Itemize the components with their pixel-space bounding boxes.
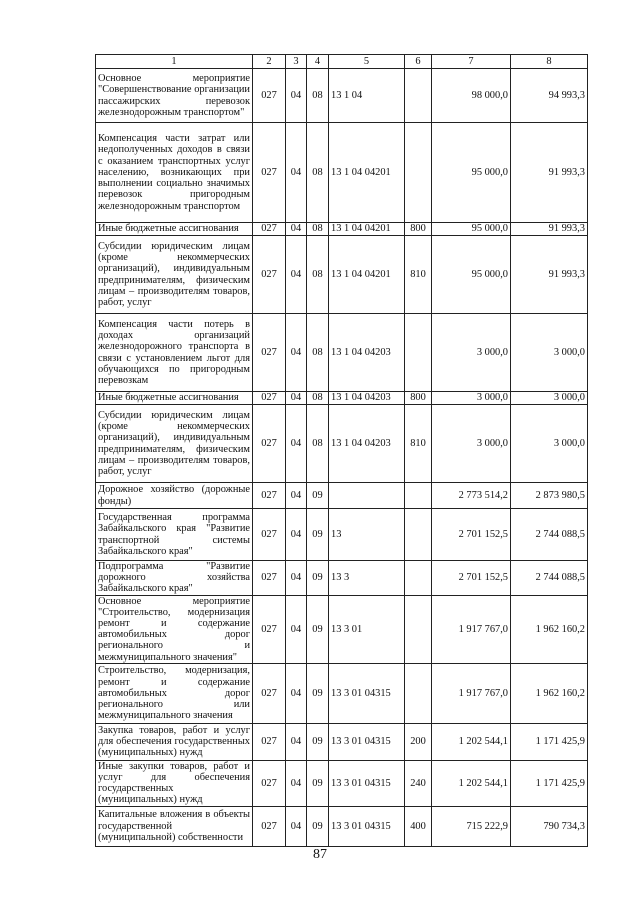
row-section: 04 bbox=[286, 723, 307, 760]
row-target-article: 13 1 04 04203 bbox=[329, 392, 405, 405]
row-name: Строительство, модернизация, ремонт и содержание автомобильных дорог регионального или межмуниципального значения bbox=[96, 663, 253, 723]
row-admin-code: 027 bbox=[253, 595, 286, 663]
row-subsection: 09 bbox=[307, 663, 329, 723]
row-name: Государственная программа Забайкальского края "Развитие транспортной системы Забайкальского края" bbox=[96, 509, 253, 561]
row-target-article: 13 3 01 04315 bbox=[329, 663, 405, 723]
table-row bbox=[96, 723, 588, 760]
row-amount-2: 91 993,3 bbox=[511, 223, 588, 236]
row-target-article: 13 1 04 04201 bbox=[329, 223, 405, 236]
table-row bbox=[96, 561, 588, 596]
row-section: 04 bbox=[286, 236, 307, 314]
row-subsection: 08 bbox=[307, 392, 329, 405]
row-section: 04 bbox=[286, 483, 307, 509]
row-expense-type bbox=[405, 314, 432, 392]
row-amount-2: 2 744 088,5 bbox=[511, 561, 588, 596]
row-amount-1: 1 202 544,1 bbox=[432, 723, 511, 760]
row-target-article: 13 3 01 04315 bbox=[329, 723, 405, 760]
header-cell-6: 6 bbox=[405, 55, 432, 69]
row-admin-code: 027 bbox=[253, 69, 286, 123]
row-amount-1: 1 202 544,1 bbox=[432, 760, 511, 806]
row-name: Иные бюджетные ассигнования bbox=[96, 223, 253, 236]
table-row bbox=[96, 123, 588, 223]
row-amount-2: 1 171 425,9 bbox=[511, 723, 588, 760]
row-expense-type bbox=[405, 561, 432, 596]
row-target-article: 13 bbox=[329, 509, 405, 561]
row-admin-code: 027 bbox=[253, 405, 286, 483]
row-expense-type bbox=[405, 509, 432, 561]
row-name: Субсидии юридическим лицам (кроме некоммерческих организаций), индивидуальным предпринимателям, физическим лицам – производителям товаров, работ, услуг bbox=[96, 405, 253, 483]
row-amount-2: 94 993,3 bbox=[511, 69, 588, 123]
row-amount-1: 2 701 152,5 bbox=[432, 509, 511, 561]
row-name: Закупка товаров, работ и услуг для обеспечения государственных (муниципальных) нужд bbox=[96, 723, 253, 760]
row-amount-2: 3 000,0 bbox=[511, 392, 588, 405]
table-row bbox=[96, 760, 588, 806]
row-section: 04 bbox=[286, 314, 307, 392]
row-amount-2: 3 000,0 bbox=[511, 314, 588, 392]
row-expense-type bbox=[405, 123, 432, 223]
row-target-article: 13 3 01 04315 bbox=[329, 760, 405, 806]
row-amount-2: 1 962 160,2 bbox=[511, 595, 588, 663]
row-subsection: 08 bbox=[307, 405, 329, 483]
row-subsection: 09 bbox=[307, 561, 329, 596]
row-admin-code: 027 bbox=[253, 723, 286, 760]
table-header-row bbox=[96, 55, 588, 69]
row-name: Капитальные вложения в объекты государственной (муниципальной) собственности bbox=[96, 806, 253, 846]
row-admin-code: 027 bbox=[253, 483, 286, 509]
row-target-article: 13 1 04 04203 bbox=[329, 405, 405, 483]
table-row bbox=[96, 314, 588, 392]
table-row bbox=[96, 509, 588, 561]
page-number: 87 bbox=[313, 847, 327, 862]
row-expense-type bbox=[405, 595, 432, 663]
budget-table bbox=[95, 54, 588, 847]
row-target-article: 13 3 bbox=[329, 561, 405, 596]
row-expense-type bbox=[405, 483, 432, 509]
row-section: 04 bbox=[286, 405, 307, 483]
table-row bbox=[96, 663, 588, 723]
row-admin-code: 027 bbox=[253, 314, 286, 392]
row-amount-1: 3 000,0 bbox=[432, 405, 511, 483]
row-subsection: 08 bbox=[307, 69, 329, 123]
header-cell-4: 4 bbox=[307, 55, 329, 69]
row-expense-type: 240 bbox=[405, 760, 432, 806]
row-subsection: 08 bbox=[307, 314, 329, 392]
row-target-article bbox=[329, 483, 405, 509]
row-target-article: 13 1 04 04201 bbox=[329, 123, 405, 223]
row-amount-1: 3 000,0 bbox=[432, 392, 511, 405]
header-cell-5: 5 bbox=[329, 55, 405, 69]
row-section: 04 bbox=[286, 509, 307, 561]
row-admin-code: 027 bbox=[253, 223, 286, 236]
row-subsection: 09 bbox=[307, 760, 329, 806]
row-amount-1: 1 917 767,0 bbox=[432, 663, 511, 723]
header-cell-8: 8 bbox=[511, 55, 588, 69]
row-admin-code: 027 bbox=[253, 392, 286, 405]
row-amount-2: 1 962 160,2 bbox=[511, 663, 588, 723]
row-amount-2: 790 734,3 bbox=[511, 806, 588, 846]
row-subsection: 09 bbox=[307, 723, 329, 760]
row-subsection: 08 bbox=[307, 236, 329, 314]
row-expense-type bbox=[405, 69, 432, 123]
row-expense-type: 200 bbox=[405, 723, 432, 760]
row-admin-code: 027 bbox=[253, 123, 286, 223]
row-section: 04 bbox=[286, 806, 307, 846]
row-amount-2: 1 171 425,9 bbox=[511, 760, 588, 806]
row-amount-2: 91 993,3 bbox=[511, 123, 588, 223]
row-target-article: 13 1 04 04203 bbox=[329, 314, 405, 392]
row-subsection: 09 bbox=[307, 483, 329, 509]
row-amount-1: 95 000,0 bbox=[432, 236, 511, 314]
row-target-article: 13 1 04 04201 bbox=[329, 236, 405, 314]
row-expense-type: 400 bbox=[405, 806, 432, 846]
row-section: 04 bbox=[286, 760, 307, 806]
row-section: 04 bbox=[286, 595, 307, 663]
row-name: Компенсация части затрат или недополученных доходов в связи с оказанием транспортных услуг населению, возникающих при выполнении социально значимых перевозок пригородным железнодорожным транспортом bbox=[96, 123, 253, 223]
row-target-article: 13 3 01 04315 bbox=[329, 806, 405, 846]
row-name: Основное мероприятие "Строительство, модернизация ремонт и содержание автомобильных дорог регионального и межмуниципального значения" bbox=[96, 595, 253, 663]
row-name: Основное мероприятие "Совершенствование организации пассажирских перевозок железнодорожным транспортом" bbox=[96, 69, 253, 123]
row-amount-1: 1 917 767,0 bbox=[432, 595, 511, 663]
row-expense-type: 810 bbox=[405, 236, 432, 314]
row-amount-1: 715 222,9 bbox=[432, 806, 511, 846]
row-amount-2: 2 744 088,5 bbox=[511, 509, 588, 561]
row-amount-2: 3 000,0 bbox=[511, 405, 588, 483]
row-section: 04 bbox=[286, 123, 307, 223]
row-name: Подпрограмма "Развитие дорожного хозяйства Забайкальского края" bbox=[96, 561, 253, 596]
row-admin-code: 027 bbox=[253, 806, 286, 846]
row-amount-1: 98 000,0 bbox=[432, 69, 511, 123]
row-name: Компенсация части потерь в доходах организаций железнодорожного транспорта в связи с установлением льгот для обучающихся по пригородным перевозкам bbox=[96, 314, 253, 392]
row-admin-code: 027 bbox=[253, 760, 286, 806]
row-amount-2: 91 993,3 bbox=[511, 236, 588, 314]
header-cell-2: 2 bbox=[253, 55, 286, 69]
row-amount-1: 2 701 152,5 bbox=[432, 561, 511, 596]
row-section: 04 bbox=[286, 392, 307, 405]
row-name: Дорожное хозяйство (дорожные фонды) bbox=[96, 483, 253, 509]
row-section: 04 bbox=[286, 663, 307, 723]
row-admin-code: 027 bbox=[253, 509, 286, 561]
header-cell-3: 3 bbox=[286, 55, 307, 69]
row-amount-2: 2 873 980,5 bbox=[511, 483, 588, 509]
row-admin-code: 027 bbox=[253, 663, 286, 723]
row-subsection: 09 bbox=[307, 595, 329, 663]
row-section: 04 bbox=[286, 561, 307, 596]
row-amount-1: 95 000,0 bbox=[432, 123, 511, 223]
header-cell-1: 1 bbox=[96, 55, 253, 69]
row-name: Субсидии юридическим лицам (кроме некоммерческих организаций), индивидуальным предпринимателям, физическим лицам – производителям товаров, работ, услуг bbox=[96, 236, 253, 314]
row-expense-type: 800 bbox=[405, 223, 432, 236]
row-section: 04 bbox=[286, 69, 307, 123]
table-row bbox=[96, 236, 588, 314]
row-amount-1: 95 000,0 bbox=[432, 223, 511, 236]
table-row bbox=[96, 806, 588, 846]
row-amount-1: 3 000,0 bbox=[432, 314, 511, 392]
row-target-article: 13 1 04 bbox=[329, 69, 405, 123]
row-subsection: 08 bbox=[307, 123, 329, 223]
row-admin-code: 027 bbox=[253, 561, 286, 596]
row-name: Иные бюджетные ассигнования bbox=[96, 392, 253, 405]
row-amount-1: 2 773 514,2 bbox=[432, 483, 511, 509]
row-subsection: 09 bbox=[307, 509, 329, 561]
table-row bbox=[96, 595, 588, 663]
table-row bbox=[96, 405, 588, 483]
table-row bbox=[96, 223, 588, 236]
row-subsection: 09 bbox=[307, 806, 329, 846]
row-target-article: 13 3 01 bbox=[329, 595, 405, 663]
table-row bbox=[96, 483, 588, 509]
row-expense-type: 800 bbox=[405, 392, 432, 405]
row-expense-type bbox=[405, 663, 432, 723]
row-expense-type: 810 bbox=[405, 405, 432, 483]
row-name: Иные закупки товаров, работ и услуг для обеспечения государственных (муниципальных) нужд bbox=[96, 760, 253, 806]
row-admin-code: 027 bbox=[253, 236, 286, 314]
table-row bbox=[96, 392, 588, 405]
header-cell-7: 7 bbox=[432, 55, 511, 69]
table-row bbox=[96, 69, 588, 123]
row-section: 04 bbox=[286, 223, 307, 236]
row-subsection: 08 bbox=[307, 223, 329, 236]
